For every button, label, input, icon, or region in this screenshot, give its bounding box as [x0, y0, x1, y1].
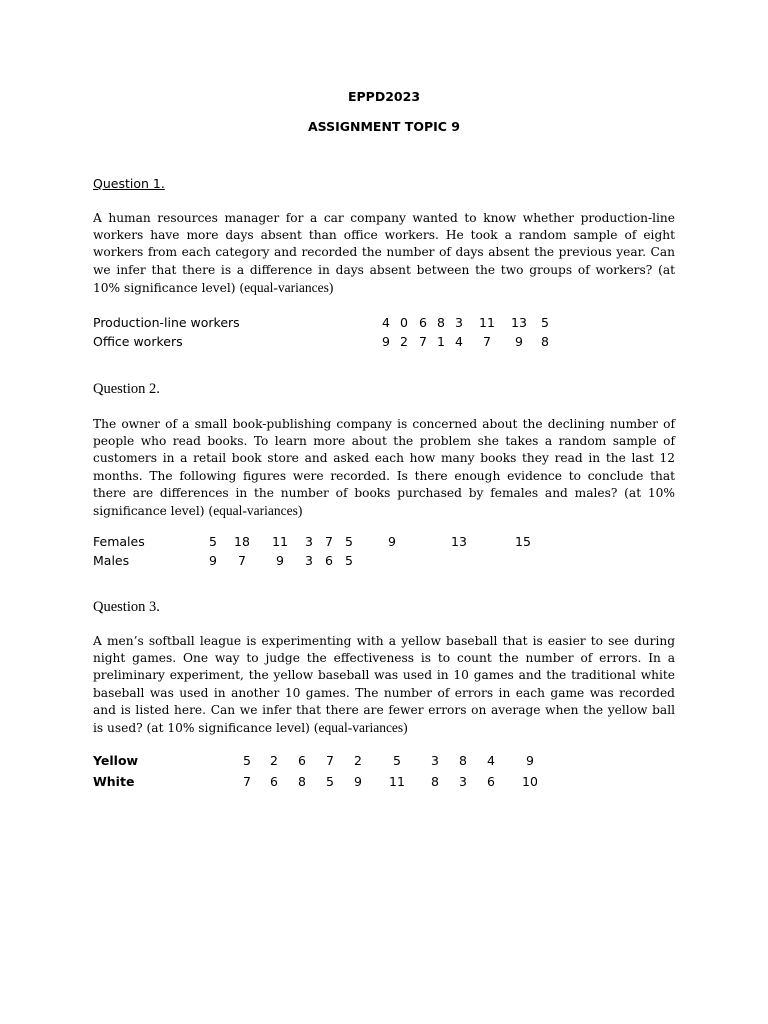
q1-production-value: 11	[479, 315, 495, 330]
q1-office-value: 2	[400, 334, 408, 349]
q2-females-value: 5	[345, 534, 353, 549]
q3-yellow-value: 9	[526, 753, 534, 768]
q3-white-value: 8	[431, 774, 439, 789]
q3-white-value: 5	[326, 774, 334, 789]
q1-production-value: 0	[400, 315, 408, 330]
q2-males-value: 5	[345, 553, 353, 568]
q3-white-value: 6	[270, 774, 278, 789]
q1-office-value: 7	[419, 334, 427, 349]
q2-males-value: 3	[305, 553, 313, 568]
q2-row-label-females: Females	[93, 534, 145, 549]
q3-yellow-value: 2	[354, 753, 362, 768]
q1-production-value: 4	[382, 315, 390, 330]
q3-yellow-value: 5	[243, 753, 251, 768]
question-3-text	[93, 633, 675, 737]
q1-production-value: 8	[437, 315, 445, 330]
q2-females-value: 5	[209, 534, 217, 549]
q3-yellow-value: 6	[298, 753, 306, 768]
q2-females-value: 3	[305, 534, 313, 549]
question-3-body: A men’s softball league is experimenting with a yellow baseball that is easier to see during night games. One way to judge the effectiveness is to count the number of errors. In a preliminary experiment, the yellow baseball was used in 10 games and the traditional white baseball was used in another 10 games. The number of errors in each game was recorded and is listed here. Can we infer that there are fewer errors on average when the yellow ball is used? (at 10% significance level) (	[93, 634, 675, 736]
q3-white-value: 6	[487, 774, 495, 789]
q2-males-value: 9	[276, 553, 284, 568]
q1-row-label-production: Production-line workers	[93, 315, 240, 330]
q1-row-label-office: Office workers	[93, 334, 183, 349]
q2-females-value: 15	[515, 534, 531, 549]
q3-yellow-value: 5	[393, 753, 401, 768]
q2-females-value: 7	[325, 534, 333, 549]
q3-white-value: 8	[298, 774, 306, 789]
q1-office-value: 1	[437, 334, 445, 349]
q3-row-label-yellow: Yellow	[93, 753, 139, 768]
question-2-text	[93, 416, 675, 520]
question-1-body: A human resources manager for a car company wanted to know whether production-line workers have more days absent than office workers. He took a random sample of eight workers from each category and recorded the number of days absent the previous year. Can we infer that there is a difference in days absent between the two groups of workers? (at 10% significance level) (	[93, 211, 675, 295]
q3-white-value: 10	[522, 774, 538, 789]
q3-white-value: 3	[459, 774, 467, 789]
q1-production-value: 6	[419, 315, 427, 330]
q2-females-value: 18	[234, 534, 250, 549]
q1-office-value: 8	[541, 334, 549, 349]
question-2-tail: equal-variances)	[213, 503, 303, 519]
q3-white-value: 7	[243, 774, 251, 789]
q3-white-value: 9	[354, 774, 362, 789]
q3-row-label-white: White	[93, 774, 135, 789]
q2-males-value: 9	[209, 553, 217, 568]
question-1-heading: Question 1.	[93, 176, 165, 191]
q3-yellow-value: 7	[326, 753, 334, 768]
q3-yellow-value: 4	[487, 753, 495, 768]
q1-office-value: 4	[455, 334, 463, 349]
q1-office-value: 9	[515, 334, 523, 349]
q3-yellow-value: 2	[270, 753, 278, 768]
q2-males-value: 7	[238, 553, 246, 568]
question-2-heading: Question 2.	[93, 381, 160, 397]
question-3-tail: equal-variances)	[318, 720, 408, 736]
q2-row-label-males: Males	[93, 553, 130, 568]
question-1-tail: equal-variances)	[244, 279, 334, 295]
question-1-text	[93, 210, 675, 297]
course-code: EPPD2023	[347, 89, 421, 104]
q3-white-value: 11	[389, 774, 405, 789]
question-3-heading: Question 3.	[93, 599, 160, 615]
q3-yellow-value: 8	[459, 753, 467, 768]
q2-females-value: 9	[388, 534, 396, 549]
q3-yellow-value: 3	[431, 753, 439, 768]
q2-males-value: 6	[325, 553, 333, 568]
q2-females-value: 11	[272, 534, 288, 549]
assignment-title: ASSIGNMENT TOPIC 9	[308, 119, 460, 134]
q1-office-value: 7	[483, 334, 491, 349]
question-2-body: The owner of a small book-publishing company is concerned about the declining number of people who read books. To learn more about the problem she takes a random sample of customers in a retail book store and asked each how many books they read in the last 12 months. The following figures were recorded. Is there enough evidence to conclude that there are differences in the number of books purchased by females and males? (at 10% significance level) (	[93, 417, 675, 519]
q1-office-value: 9	[382, 334, 390, 349]
q1-production-value: 5	[541, 315, 549, 330]
q2-females-value: 13	[451, 534, 467, 549]
q1-production-value: 3	[455, 315, 463, 330]
q1-production-value: 13	[511, 315, 527, 330]
